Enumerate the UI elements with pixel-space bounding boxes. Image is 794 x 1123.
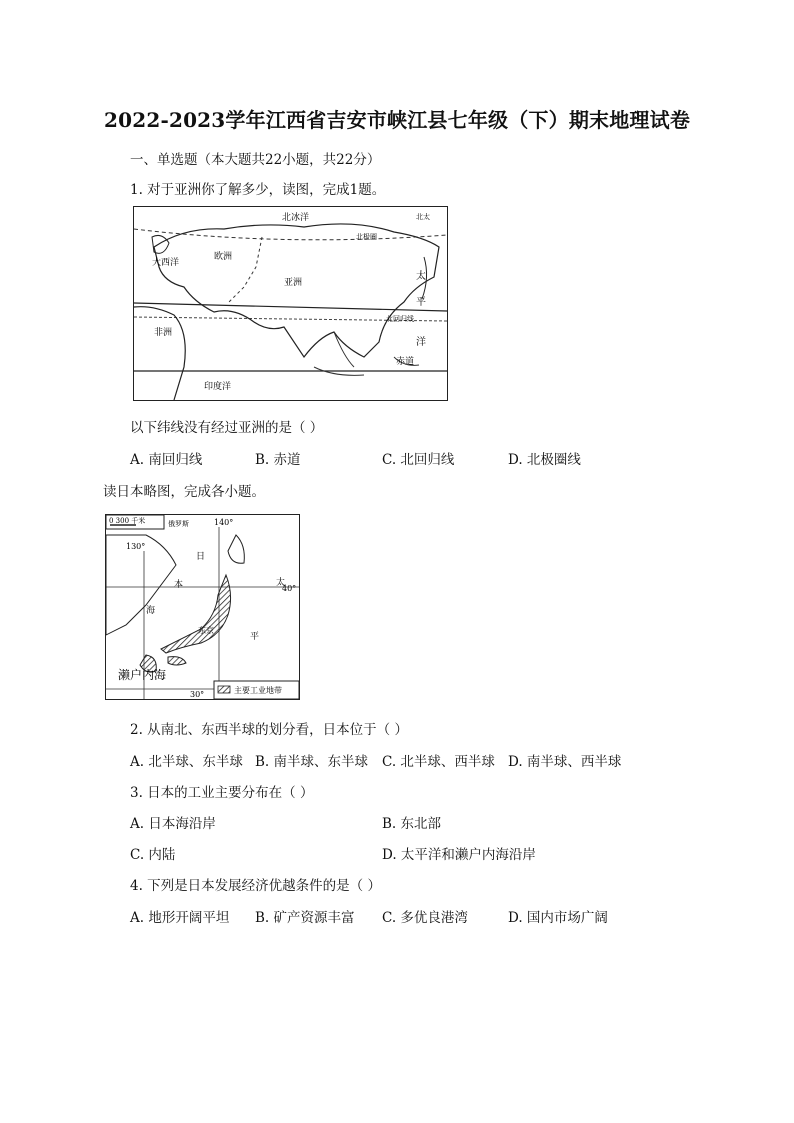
label-lon140: 140° [214,518,234,527]
label-hai: 海 [146,606,156,616]
eurasia-coast [154,224,439,357]
label-pacific-2: 平 [416,297,426,308]
q4-option-c: C. 多优良港湾 [382,910,468,926]
q2-option-d: D. 南半球、西半球 [508,754,622,770]
label-africa: 非洲 [154,328,173,338]
japan-intro: 读日本略图，完成各小题。 [103,484,265,500]
label-legend: 主要工业地带 [234,686,282,695]
label-russia: 俄罗斯 [168,520,189,528]
q3-option-c: C. 内陆 [130,847,176,863]
label-dongjing: 东京 [198,626,214,635]
question-4-stem: 4. 下列是日本发展经济优越条件的是（ ） [130,878,381,894]
label-pacific-3: 洋 [416,337,426,348]
question-1-stem: 1. 对于亚洲你了解多少，读图，完成1题。 [130,182,386,198]
q3-option-b: B. 东北部 [382,816,442,832]
europe-asia-boundary [229,237,262,302]
q2-option-c: C. 北半球、西半球 [382,754,495,770]
question-1-text: 以下纬线没有经过亚洲的是（ ） [130,420,324,436]
q1-option-d: D. 北极圈线 [508,452,581,468]
q1-option-a: A. 南回归线 [130,452,203,468]
tropic-line [134,303,447,311]
label-ping: 平 [250,632,260,642]
label-lat40: 40° [282,584,297,593]
section-heading: 一、单选题（本大题共22小题，共22分） [130,152,381,168]
asia-map-drawing [134,207,447,400]
q1-option-c: C. 北回归线 [382,452,455,468]
q2-option-a: A. 北半球、东半球 [130,754,243,770]
question-2-stem: 2. 从南北、东西半球的划分看，日本位于（ ） [130,722,408,738]
label-asia: 亚洲 [284,278,303,288]
page-title: 2022-2023学年江西省吉安市峡江县七年级（下）期末地理试卷 [103,108,691,132]
question-3-stem: 3. 日本的工业主要分布在（ ） [130,785,314,801]
label-tai: 太 [276,578,286,588]
asia-map [133,206,448,401]
label-scale: 0 300 千米 [109,517,146,525]
japan-map [105,514,300,700]
q2-option-b: B. 南半球、东半球 [255,754,369,770]
label-equator: 赤道 [396,357,415,367]
label-pacific-1: 太 [416,271,426,282]
q4-option-b: B. 矿产资源丰富 [255,910,355,926]
label-tropic: 北回归线 [386,315,414,323]
label-ben: 本 [174,580,184,590]
label-north-top-right: 北太 [416,213,430,221]
japan-map-drawing [106,515,299,699]
q4-option-a: A. 地形开阔平坦 [130,910,230,926]
label-ri: 日 [196,552,206,562]
label-atlantic: 大西洋 [152,258,180,268]
label-lon130: 130° [126,542,146,551]
shikoku [168,657,186,665]
label-north-ocean: 北冰洋 [282,213,310,223]
q3-option-d: D. 太平洋和濑户内海沿岸 [382,847,536,863]
legend-swatch [218,686,230,693]
q1-option-b: B. 赤道 [255,452,301,468]
hokkaido [228,535,244,563]
africa-coast [134,307,185,400]
q4-option-d: D. 国内市场广阔 [508,910,608,926]
label-indian-ocean: 印度洋 [204,382,232,392]
label-seto: 濑户内海 [118,668,167,682]
label-europe: 欧洲 [214,252,233,262]
q3-option-a: A. 日本海沿岸 [130,816,216,832]
label-lat30: 30° [190,690,205,699]
label-arctic-circle: 北极圈 [356,233,377,241]
